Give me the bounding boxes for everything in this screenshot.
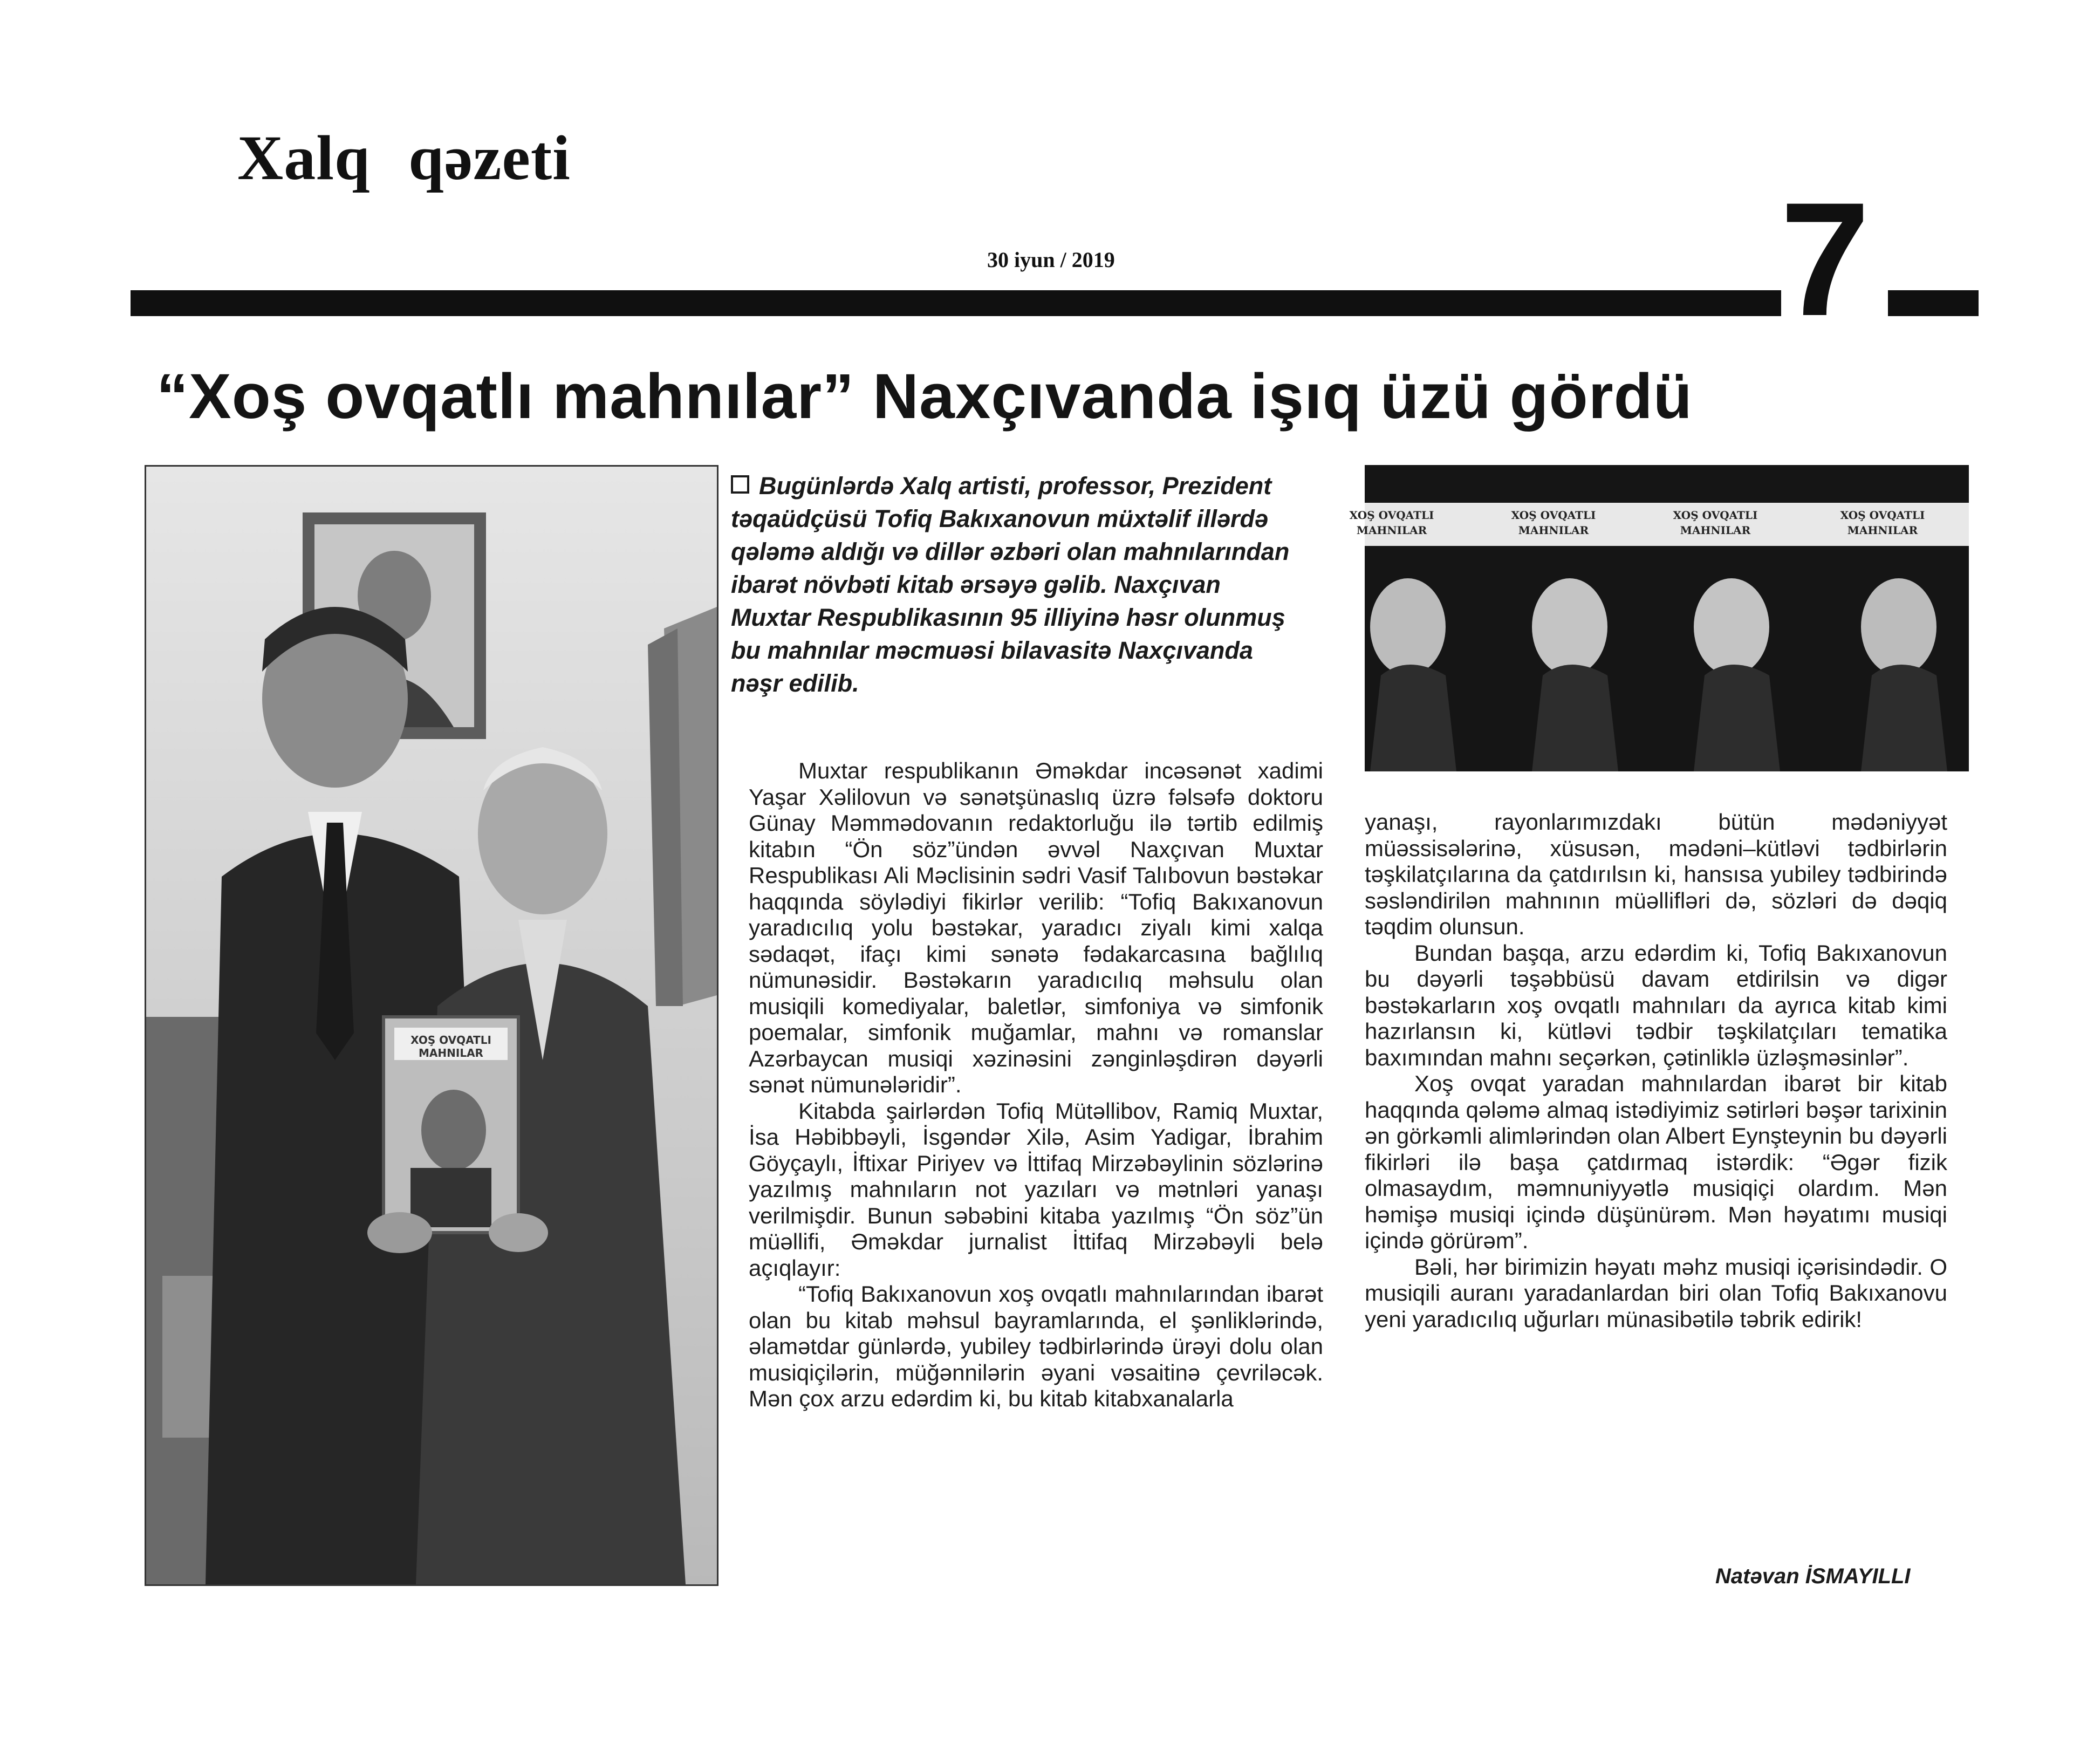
article-column-right xyxy=(1365,809,1947,1332)
paragraph: Muxtar respublikanın Əməkdar incəsənət xadimi Yaşar Xəlilovun və sənətşünaslıq üzrə fəlsəfə doktoru Günay Məmmədovanın redaktorluğu ilə tərtib edilmiş kitabın “Ön söz”ündən əvvəl Naxçıvan Muxtar Respublikası Ali Məclisinin sədri Vasif Talıbovun bəstəkar haqqında söylədiyi fikirlər verilib: “Tofiq Bakıxanovun yaradıcılıq yolu bəstəkar, yaradıcı ziyalı kimi xalqa sədaqət, ifaçı kimi sənətə fədakarcasına bağlılıq nümunəsidir. Bəstəkarın yaradıcılıq məhsulu olan musiqili komediyalar, baletlər, simfoniya və simfonik poemalar, simfonik muğamlar, mahnı və romanslar Azərbaycan musiqi xəzinəsini zənginləşdirən dəyərli sənət nümunələridir”. xyxy=(749,758,1323,1097)
article-lead xyxy=(731,469,1303,700)
svg-text:XOŞ OVQATLI: XOŞ OVQATLI xyxy=(1511,509,1596,522)
book-title-line1: XOŞ OVQATLI xyxy=(410,1034,491,1047)
svg-text:MAHNILAR: MAHNILAR xyxy=(1518,524,1589,537)
svg-text:XOŞ OVQATLI: XOŞ OVQATLI xyxy=(1840,509,1925,522)
paragraph: Kitabda şairlərdən Tofiq Mütəllibov, Ramiq Muxtar, İsa Həbibbəyli, İsgəndər Xilə, Asim Yadigar, İbrahim Göyçaylı, İftixar Piriyev və İttifaq Mirzəbəylinin sözlərinə yazılmış mahnıların not yazıları və mətnləri yanaşı verilmişdir. Bunun səbəbini kitaba yazılmış “Ön söz”ün müəllifi, Əməkdar jurnalist İttifaq Mirzəbəyli belə açıqlayır: xyxy=(749,1098,1323,1281)
article-lead-text: Bugünlərdə Xalq artisti, professor, Prezident təqaüdçüsü Tofiq Bakıxanovun müxtəlif illərdə qələmə aldığı və dillər əzbəri olan mahnılarından ibarət növbəti kitab ərsəyə gəlib. Naxçıvan Muxtar Respublikasının 95 illiyinə həsr olunmuş bu mahnılar məcmuəsi bilavasitə Naxçıvanda nəşr edilib. xyxy=(731,472,1290,697)
page-number: 7 xyxy=(1780,168,1870,350)
paragraph: Xoş ovqat yaradan mahnılardan ibarət bir kitab haqqında qələmə almaq istədiyimiz sətirləri bəşər tarixinin ən görkəmli alimlərindən olan Albert Eynşteynin bu dəyərli fikirləri ilə başa çatdırmaq istərdik: “Əgər fizik olmasaydım, məmnuniyyətlə musiqiçi olardım. Mən həmişə musiqi içində düşünürəm. Mən həyatımı musiqi içində görürəm”. xyxy=(1365,1071,1947,1253)
svg-text:XOŞ OVQATLI: XOŞ OVQATLI xyxy=(1673,509,1758,522)
article-photo-books xyxy=(1349,465,1969,771)
newspaper-name: Xalq qəzeti xyxy=(237,122,571,193)
paragraph: “Tofiq Bakıxanovun xoş ovqatlı mahnılarından ibarət olan bu kitab məhsul bayramlarında, el şənliklərində, əlamətdar günlərdə, yubiley tədbirlərində ürəyi dolu olan musiqiçilərin, müğənnilərin əyani vəsaitinə çevriləcək. Mən çox arzu edərdim ki, bu kitab kitabxanalarla xyxy=(749,1281,1323,1411)
svg-text:XOŞ OVQATLI: XOŞ OVQATLI xyxy=(1349,509,1434,522)
article-column-middle xyxy=(749,758,1323,1412)
paragraph: Bəli, hər birimizin həyatı məhz musiqi içərisindədir. O musiqili auranı yaradanlardan biri olan Tofiq Bakıxanovu yeni yaradıcılıq uğurları münasibətilə təbrik edirik! xyxy=(1365,1254,1947,1332)
book-covers-illustration xyxy=(1349,465,1969,771)
issue-date: 30 iyun / 2019 xyxy=(987,248,1115,272)
paragraph: Bundan başqa, arzu edərdim ki, Tofiq Bakıxanovun bu dəyərli təşəbbüsü davam etdirilsin və digər bəstəkarların xoş ovqatlı mahnıları da ayrıca kitab kimi hazırlansın ki, kütləvi tədbir təşkilatçıları tematika baxımından mahnı seçərkən, çətinliklə üzləşməsinlər”. xyxy=(1365,940,1947,1070)
lead-marker-icon xyxy=(731,475,749,494)
svg-text:MAHNILAR: MAHNILAR xyxy=(1680,524,1751,537)
header-rule xyxy=(131,290,1781,316)
photo-meeting-illustration xyxy=(146,467,717,1584)
paragraph: yanaşı, rayonlarımızdakı bütün mədəniyyət müəssisələrinə, xüsusən, mədəni–kütləvi tədbirlərin təşkilatçılarına da çatdırılsın ki, hansısa yubiley tədbirində səsləndirilən mahnının müəllifləri də, sözləri də dəqiq təqdim olunsun. xyxy=(1365,809,1947,939)
svg-text:MAHNILAR: MAHNILAR xyxy=(1847,524,1918,537)
svg-text:MAHNILAR: MAHNILAR xyxy=(1356,524,1427,537)
book-title-line2: MAHNILAR xyxy=(419,1047,483,1059)
article-author: Natəvan İSMAYILLI xyxy=(1715,1564,1911,1588)
header-rule-tail xyxy=(1888,290,1979,316)
article-headline: “Xoş ovqatlı mahnılar” Naxçıvanda işıq üzü gördü xyxy=(156,361,1693,432)
article-photo-left xyxy=(145,465,718,1586)
